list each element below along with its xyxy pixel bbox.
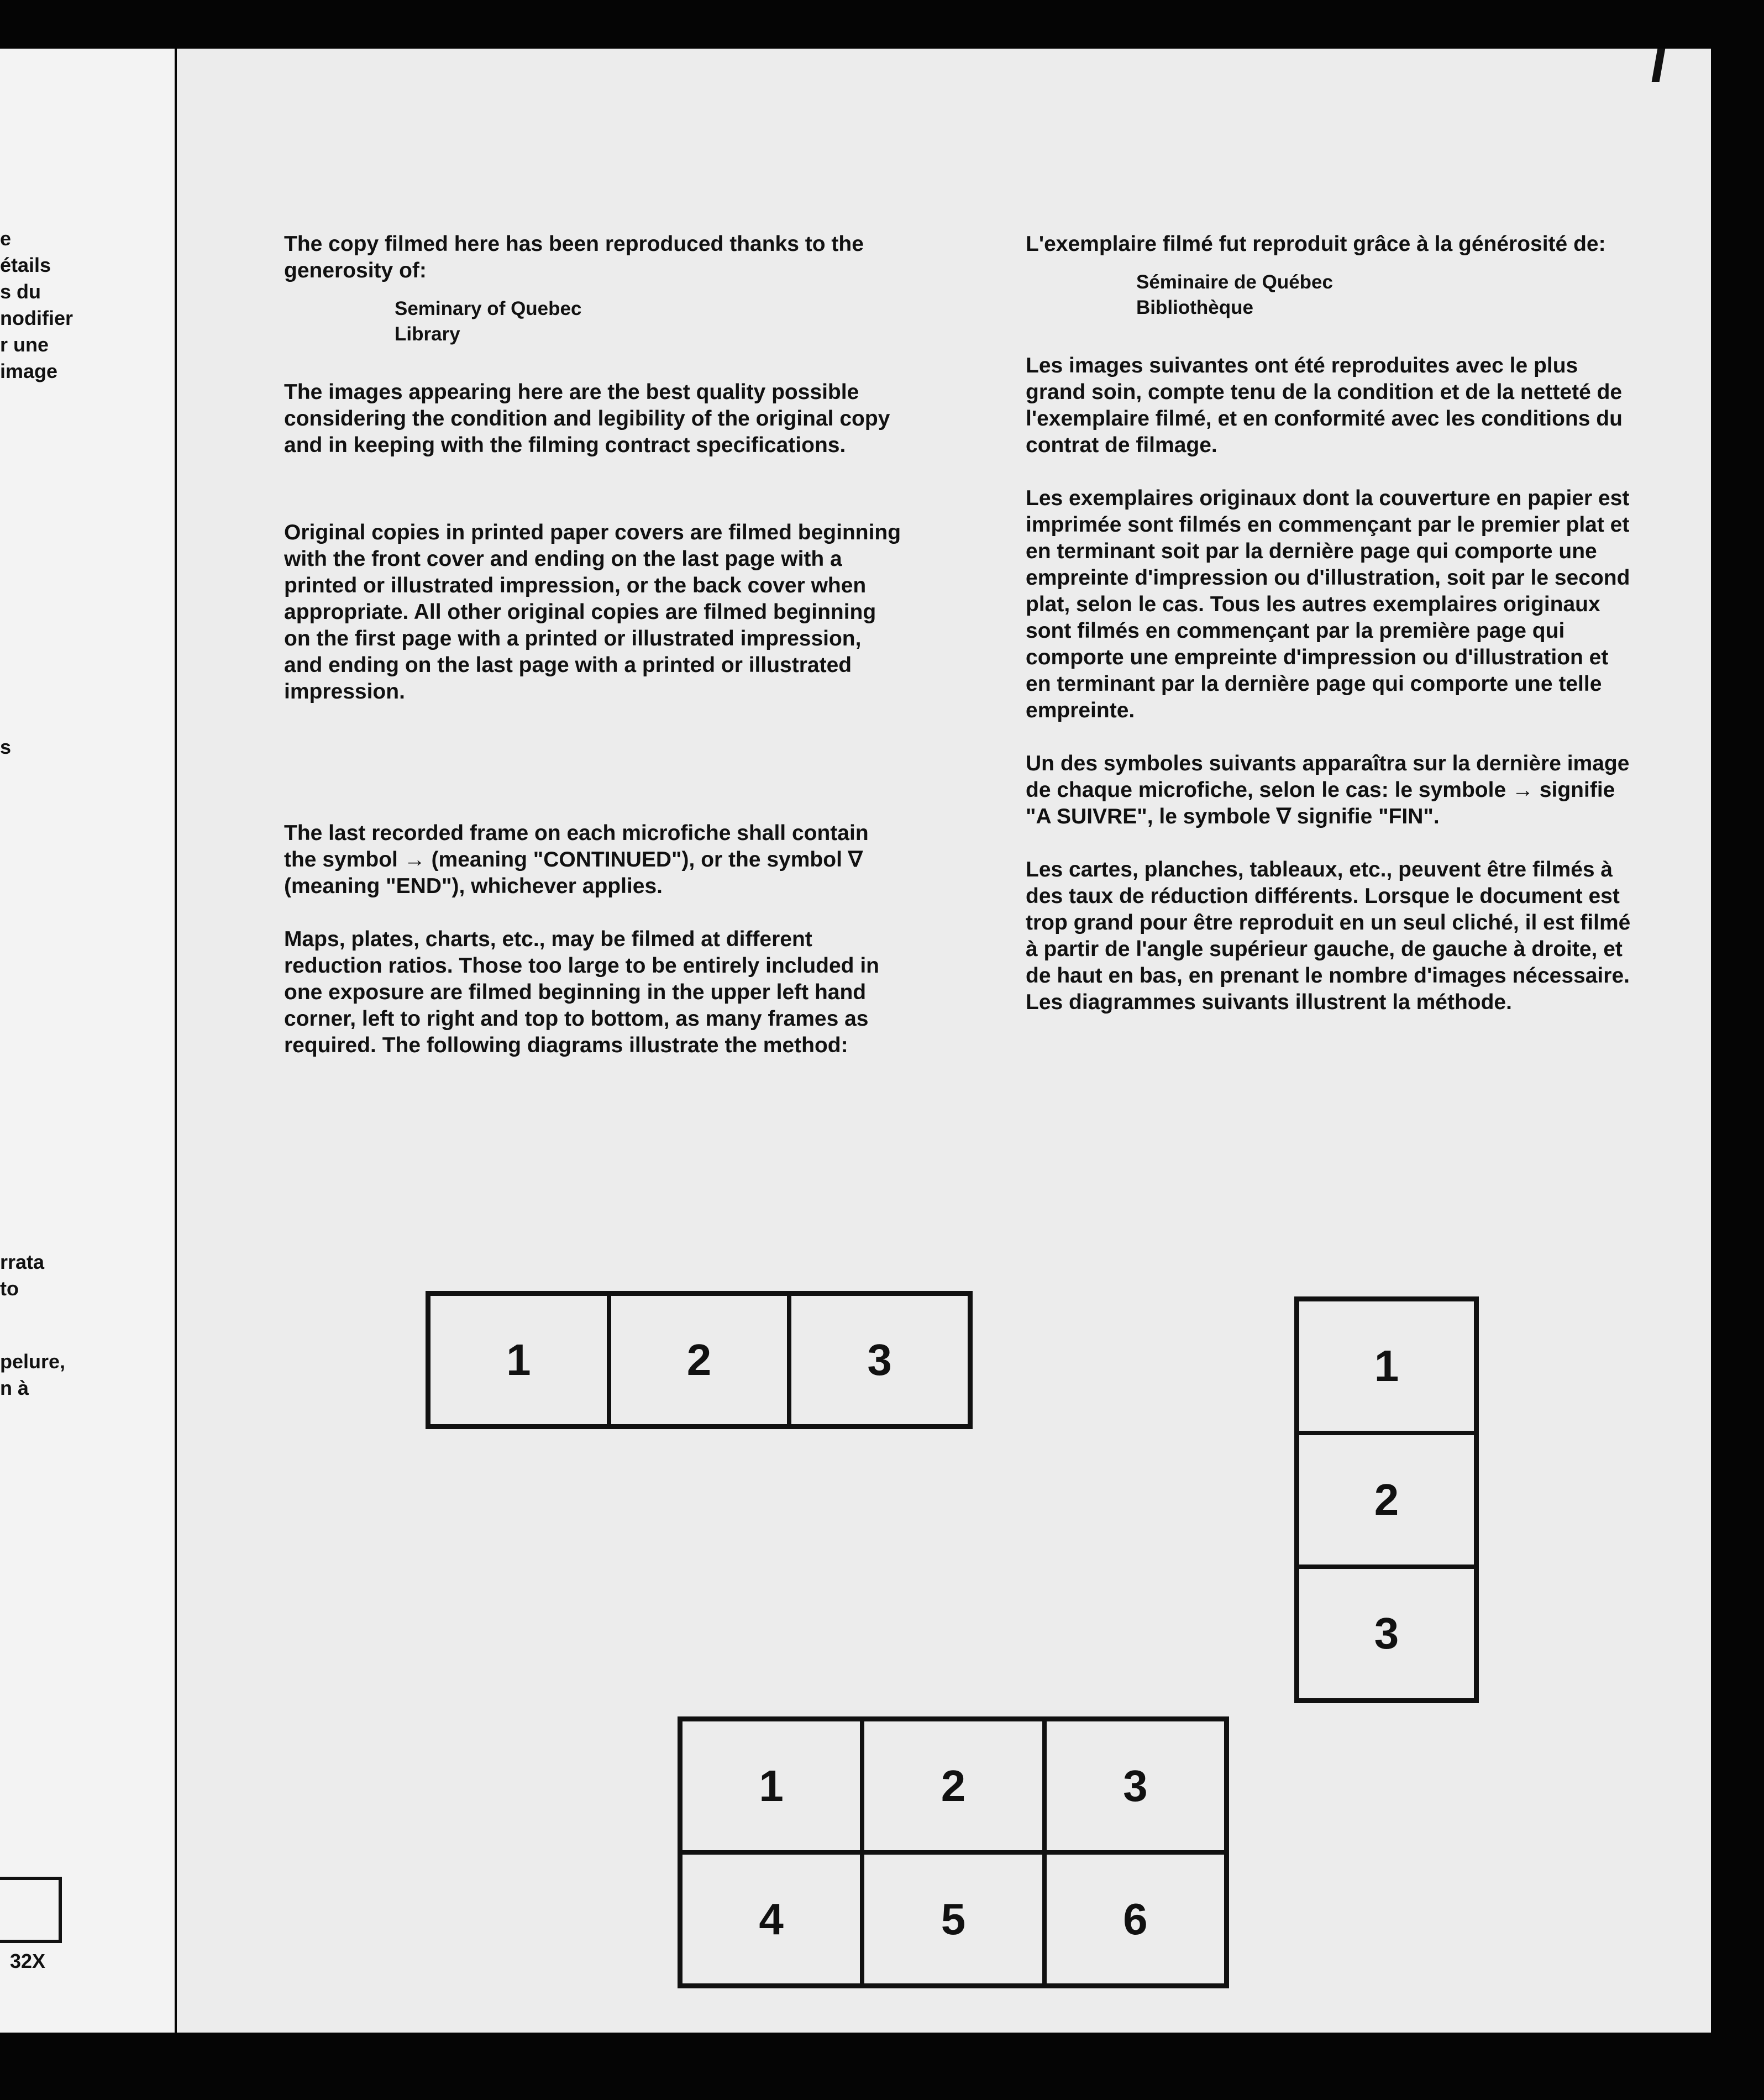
frame-cell: 5 [862, 1852, 1044, 1986]
frame-cell: 2 [862, 1719, 1044, 1852]
frame-cell: 1 [1297, 1299, 1476, 1433]
french-library-line2: Bibliothèque [1136, 297, 1253, 318]
previous-page-strip [0, 49, 175, 2033]
fragment-text: n à [0, 1377, 29, 1399]
english-library-line2: Library [395, 323, 460, 345]
frame-cell: 6 [1044, 1852, 1226, 1986]
frame-cell: 3 [1044, 1719, 1226, 1852]
french-quality-paragraph: Les images suivantes ont été reproduites avec le plus grand soin, compte tenu de la condition et de la netteté de l'exemplaire filmé, et en conformité avec les conditions du contrat de filmage. [1026, 354, 1623, 457]
fragment-text: s [0, 736, 12, 758]
french-library-line1: Séminaire de Québec [1136, 271, 1333, 293]
fragment-text: r une [0, 333, 49, 356]
english-covers-paragraph: Original copies in printed paper covers are filmed beginning with the front cover and ending on the last page with a printed or illustrated impression, or the back cover when appropriate. All other original copies are filmed beginning on the first page with a printed or illustrated impression, and ending on the last page with a printed or illustrated impression. [284, 521, 901, 704]
english-library-line1: Seminary of Quebec [395, 298, 582, 319]
fragment-text: s du [0, 280, 41, 303]
vertical-frame-diagram [1294, 1296, 1479, 1703]
fragment-text: nodifier [0, 307, 73, 329]
fragment-text: pelure, [0, 1350, 66, 1373]
english-quality-paragraph: The images appearing here are the best quality possible considering the condition and legibility of the original copy and in keeping with the filming contract specifications. [284, 380, 890, 457]
fragment-text: image [0, 360, 58, 382]
french-column [1026, 231, 1634, 1016]
fragment-text: rrata [0, 1251, 45, 1273]
fragment-text: e [0, 227, 12, 250]
french-covers-paragraph: Les exemplaires originaux dont la couverture en papier est imprimée sont filmés en commençant par le premier plat et en terminant soit par la dernière page qui comporte une empreinte d'impression ou d'illustration, soit par le second plat, selon le cas. Tous les autres exemplaires originaux sont filmés en commençant par la première page qui comporte une empreinte d'impression ou d'illustration et en terminant par la dernière page qui comporte une telle empreinte. [1026, 486, 1630, 722]
frame-cell: 1 [680, 1719, 862, 1852]
english-symbols-paragraph: The last recorded frame on each microfiche shall contain the symbol → (meaning "CONTINUED"), or the symbol ∇ (meaning "END"), whichever applies. [284, 821, 869, 898]
frame-cell: 3 [1297, 1567, 1476, 1700]
fragment-text: to [0, 1277, 19, 1300]
microfiche-target-page [177, 49, 1711, 2033]
fragment-text: étails [0, 254, 51, 276]
frame-cell: 3 [789, 1294, 970, 1426]
frame-cell: 1 [428, 1294, 609, 1426]
french-thanks-intro: L'exemplaire filmé fut reproduit grâce à la générosité de: [1026, 232, 1606, 256]
page-edge-mark [1652, 49, 1666, 82]
english-column [284, 231, 903, 1059]
horizontal-frame-diagram [426, 1291, 973, 1429]
frame-cell: 2 [1297, 1433, 1476, 1567]
grid-frame-diagram [678, 1716, 1229, 1988]
frame-cell: 4 [680, 1852, 862, 1986]
english-maps-paragraph: Maps, plates, charts, etc., may be filmed at different reduction ratios. Those too large to be entirely included in one exposure are filmed beginning in the upper left hand corner, left to right and top to bottom, as many frames as required. The following diagrams illustrate the method: [284, 927, 879, 1057]
resolution-label: 32X [10, 1950, 46, 1972]
resolution-target-box [0, 1877, 62, 1943]
english-thanks-intro: The copy filmed here has been reproduced thanks to the generosity of: [284, 232, 864, 282]
french-symbols-paragraph: Un des symboles suivants apparaîtra sur la dernière image de chaque microfiche, selon le cas: le symbole → signifie "A SUIVRE", le symbole ∇ signifie "FIN". [1026, 752, 1630, 828]
french-maps-paragraph: Les cartes, planches, tableaux, etc., peuvent être filmés à des taux de réduction différents. Lorsque le document est trop grand pour être reproduit en un seul cliché, il est filmé à partir de l'angle supérieur gauche, de gauche à droite, et de haut en bas, en prenant le nombre d'images nécessaire. Les diagrammes suivants illustrent la méthode. [1026, 858, 1631, 1014]
frame-cell: 2 [609, 1294, 790, 1426]
